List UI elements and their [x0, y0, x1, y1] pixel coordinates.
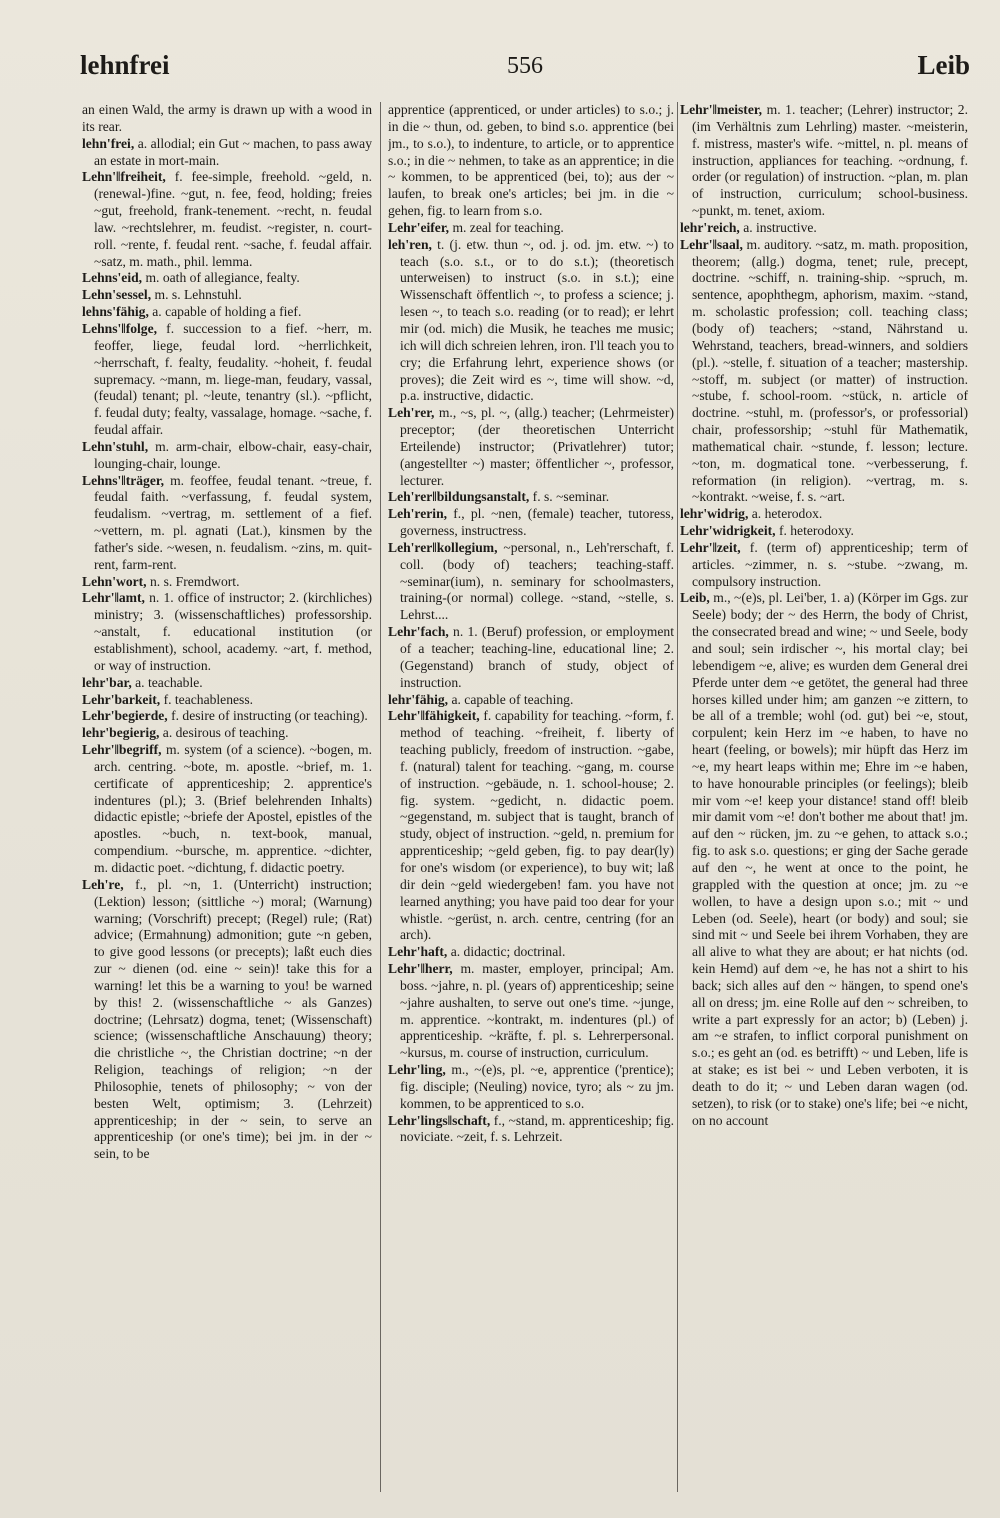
entry-headword: lehr'widrig, [680, 506, 749, 522]
dictionary-entry [388, 540, 674, 624]
entry-headword: Lehn'sessel, [82, 287, 152, 303]
dictionary-entry [82, 102, 372, 136]
entry-headword: Lehr'widrigkeit, [680, 523, 776, 539]
entry-headword: Lehr'ling, [388, 1062, 446, 1078]
entry-definition: a. allodial; ein Gut ~ machen, to pass away an estate in mort-main. [94, 135, 372, 168]
entry-headword: Lehn'‖freiheit, [82, 169, 166, 185]
entry-definition: a. teachable. [135, 674, 203, 690]
dictionary-entry [82, 675, 372, 692]
entry-headword: Lehr'‖amt, [82, 590, 145, 606]
entry-headword: lehr'reich, [680, 219, 740, 235]
header-last-headword: Leib [917, 50, 970, 80]
entry-definition: m. s. Lehnstuhl. [154, 287, 242, 303]
dictionary-entry [680, 506, 968, 523]
column-2 [388, 102, 674, 1502]
page-number: 556 [507, 53, 543, 79]
entry-definition: a. heterodox. [751, 506, 823, 522]
dictionary-entry [388, 405, 674, 489]
dictionary-entry [680, 237, 968, 507]
entry-headword: Lehns'‖folge, [82, 320, 158, 336]
entry-headword: Lehr'‖fähigkeit, [388, 708, 480, 724]
entry-headword: Leh're, [82, 876, 124, 892]
dictionary-entry [388, 944, 674, 961]
entry-headword: Lehr'eifer, [388, 219, 450, 235]
entry-definition: m. auditory. ~satz, m. math. proposition, theorem; (allg.) dogma, tenet; rule, precept, doctrine. ~schiff, n. training-ship. ~spruch, m. sentence, apophthegm, aphorism, maxim. ~stand, m. scholastic profession; coll. teaching class; (body of) teachers; ~stand, Nährstand u. Wehrstand, teachers, bread-winners, and soldiers (pl.). ~stelle, f. situation of a teacher; mastership. ~stoff, m. subject (or matter) of instruction. ~stube, f. school-room. ~stück, n. article of doctrine. ~stuhl, m. (professor's, or professorial) chair, professorship; ~stuhl für Mathematik, mathematical chair. ~stunde, f. lesson; lecture. ~ton, m. dogmatical tone. ~verbesserung, f. reformation (in religion). ~vertrag, m. s. ~kontrakt. ~weise, f. s. ~art. [692, 236, 968, 505]
dictionary-entry [680, 540, 968, 591]
dictionary-entry [82, 473, 372, 574]
column-divider [380, 102, 381, 1492]
dictionary-entry [82, 169, 372, 270]
dictionary-entry [82, 270, 372, 287]
entry-headword: Leh'rer‖bildungsanstalt, [388, 489, 530, 505]
entry-headword: lehr'begierig, [82, 725, 160, 741]
dictionary-entry [680, 220, 968, 237]
entry-definition: f. (term of) apprenticeship; term of articles. ~zimmer, n. s. ~stube. ~zwang, m. compulsory instruction. [692, 539, 968, 589]
dictionary-entry [680, 590, 968, 1129]
entry-headword: Leh'rer‖kollegium, [388, 539, 498, 555]
dictionary-entry [82, 287, 372, 304]
entry-definition: m. oath of allegiance, fealty. [145, 270, 300, 286]
dictionary-entry [680, 523, 968, 540]
page-header [80, 50, 970, 90]
dictionary-entry [82, 304, 372, 321]
entry-definition: f. fee-simple, freehold. ~geld, n. (renewal-)fine. ~gut, n. fee, feod, holding; freies ~gut, freehold, frank-tenement. ~recht, n. feudal law. ~rechtslehrer, m. feudist. ~register, n. court-roll. ~rente, f. feudal rent. ~sache, f. feudal affair. ~satz, m. math., phil. lemma. [94, 169, 372, 269]
entry-headword: Leh'rer, [388, 405, 435, 421]
entry-definition: a. capable of holding a fief. [152, 304, 302, 320]
entry-definition: a. desirous of teaching. [162, 725, 289, 741]
header-first-headword: lehnfrei [80, 50, 170, 80]
dictionary-entry [388, 102, 674, 220]
entry-headword: lehn'frei, [82, 135, 135, 151]
dictionary-entry [388, 220, 674, 237]
entry-definition: f. s. ~seminar. [532, 489, 610, 505]
dictionary-entry [388, 1062, 674, 1113]
entry-definition: m. master, employer, principal; Am. boss. ~jahre, n. pl. (years of) apprenticeship; seine ~jahre aushalten, to serve out one's time. ~junge, m. apprentice. ~kontrakt, m. indentures (pl.) of apprenticeship. ~kräfte, f. pl. s. Lehrerpersonal. ~kursus, m. course of instruction, curriculum. [400, 961, 674, 1061]
entry-definition: a. didactic; doctrinal. [450, 944, 566, 960]
entry-headword: Lehr'fach, [388, 624, 449, 640]
entry-definition: f. heterodoxy. [778, 523, 854, 539]
entry-definition: f. teachableness. [163, 691, 254, 707]
entry-definition: f., ~stand, m. apprenticeship; fig. noviciate. ~zeit, f. s. Lehrzeit. [400, 1112, 674, 1145]
entry-definition: apprentice (apprenticed, or under articles) to s.o.; j. in die ~ thun, od. geben, to bind s.o. apprentice (bei jm., to s.o.), to indenture, to article, or to apprentice s.o.; in die ~ nehmen, to take as an apprentice; in die ~ kommen, to be apprenticed (bei, to); aus der ~ laufen, to break one's articles; bei jm. in die ~ gehen, fig. to learn from s.o. [388, 102, 674, 219]
dictionary-entry [388, 624, 674, 691]
entry-definition: f., pl. ~nen, (female) teacher, tutoress, governess, instructress. [400, 506, 674, 539]
entry-headword: lehr'bar, [82, 674, 132, 690]
entry-definition: m., ~(e)s, pl. Lei'ber, 1. a) (Körper im Ggs. zur Seele) body; der ~ des Herrn, the body of Christ, the consecrated bread and wine; ~ und Seele, body and soul; sein irdischer ~, his mortal clay; bei lebendigem ~e, alive; es wurden dem General drei Pferde unter dem ~e getötet, the general had three horses killed under him; am ganzen ~e zittern, to be all of a tremble; wohl (od. gut) bei ~e, stout, corpulent; kein Herz im ~e haben, to have no heart (feeling, or bowels); mir hüpft das Herz im ~e, my heart leaps within me; Ehre im ~e haben, to have honourable principles (or feelings); bleib mir vom ~e! keep your distance! stand off! bleib mir damit vom ~e! don't bother me about that! jm. auf den ~ rücken, jm. zu ~e gehen, to attack s.o.; fig. to ask s.o. questions; er ging der Sache gerade auf den ~, he went at once to the point, he grappled with the question at once; jm. zu ~e wollen, to have a design upon s.o.; mit ~ und Leben (od. Seele), heart (or body) and soul; sie sind mit ~ und Seele bei ihrem Vorhaben, they are all alive to what they are about; er hat nichts (od. kein Hemd) auf dem ~e, he has not a shirt to his back; sich alles auf den ~ hängen, to spend one's all on dress; jm. eine Rolle auf den ~ schreiben, to write a part expressly for an actor; b) (Leben) j. am ~e strafen, to inflict corporal punishment on s.o.; es geht an (od. es betrifft) ~ und Leben, life is at stake; es ist bei ~ und Leben verboten, it is death to do it; ~ und Leben daran wagen (od. setzen), to risk (or to stake) one's life; bei ~e nicht, on no account [692, 590, 968, 1128]
entry-definition: m. arm-chair, elbow-chair, easy-chair, lounging-chair, lounge. [94, 438, 372, 471]
entry-definition: a. capable of teaching. [451, 691, 574, 707]
entry-headword: lehr'fähig, [388, 691, 449, 707]
dictionary-entry [680, 102, 968, 220]
entry-headword: Lehns'eid, [82, 270, 143, 286]
entry-definition: t. (j. etw. thun ~, od. j. od. jm. etw. ~) to teach (s.o. s.t., or to do s.t.); (theoretisch unterweisen) to instruct (s.o. in s.t.); eine Wissenschaft öffentlich ~, to profess a science; j. lesen ~, to teach s.o. reading (or to read); er lehrt mir (od. mich) die Musik, he teaches me music; ich will dich schreien lehren, iron. I'll teach you to cry; die Erfahrung lehrt, experience shows (or proves); die Zeit wird es ~, time will show. ~d, p.a. instructive, didactic. [400, 236, 674, 404]
entry-definition: m., ~(e)s, pl. ~e, apprentice ('prentice); fig. disciple; (Neuling) novice, tyro; als ~ zu jm. kommen, to be apprenticed to s.o. [400, 1062, 674, 1111]
dictionary-entry [82, 574, 372, 591]
entry-definition: m. feoffee, feudal tenant. ~treue, f. feudal faith. ~verfassung, f. feudal system, feudalism. ~vertrag, m. settlement of a fief. ~vettern, m. pl. agnati (Lat.), kinsmen by the father's side. ~wesen, n. feudalism. ~zins, m. quit-rent, farm-rent. [94, 472, 372, 572]
dictionary-entry [388, 1113, 674, 1147]
dictionary-entry [82, 725, 372, 742]
dictionary-entry [388, 708, 674, 944]
entry-headword: Lehr'begierde, [82, 708, 168, 724]
entry-definition: an einen Wald, the army is drawn up with a wood in its rear. [82, 102, 372, 134]
entry-definition: n. 1. office of instructor; 2. (kirchliches) ministry; 3. (wissenschaftliches) professorship. ~anstalt, f. educational institution (or establishment), school, academy. ~art, f. method, or way of instruction. [94, 590, 372, 673]
entry-definition: n. 1. (Beruf) profession, or employment of a teacher; teaching-line, educational line; 2. (Gegenstand) branch of study, object of instruction. [400, 624, 674, 690]
entry-definition: ~personal, n., Leh'rerschaft, f. coll. (body of) teachers; teaching-staff. ~seminar(ium), n. seminary for schoolmasters, training-(or normal) college. ~stand, ~stelle, s. Lehrst.... [400, 539, 674, 623]
entry-definition: f., pl. ~n, 1. (Unterricht) instruction; (Lektion) lesson; (sittliche ~) moral; (Warnung) warning; (Vorschrift) precept; (Regel) rule; (Rat) advice; (Ermahnung) admonition; gute ~n geben, to give good lessons (or precepts); laßt euch dies zur ~ dienen (od. eine ~ sein)! take this for a warning! let this be a warning to you! be warned by this! 2. (wissenschaftliche ~ als Ganzes) doctrine; (Lehrsatz) dogma, tenet; (Wissenschaft) science; (wissenschaftliche Anschauung) theory; die christliche ~, the Christian doctrine; ~n der Religion, teachings of religion; ~n der Philosophie, tenets of philosophy; ~ von der besten Welt, optimism; 3. (Lehrzeit) apprenticeship; in der ~ sein, to serve an apprenticeship (or one's time); bei jm. in der ~ sein, to be [94, 876, 372, 1162]
dictionary-entry [82, 708, 372, 725]
entry-headword: Lehr'‖saal, [680, 236, 743, 252]
dictionary-entry [82, 136, 372, 170]
entry-headword: leh'ren, [388, 236, 432, 252]
entry-definition: m. zeal for teaching. [452, 219, 564, 235]
entry-headword: Lehr'haft, [388, 944, 448, 960]
column-1 [82, 102, 372, 1502]
dictionary-entry [388, 506, 674, 540]
entry-headword: lehns'fähig, [82, 304, 149, 320]
column-divider [677, 102, 678, 1492]
dictionary-entry [82, 877, 372, 1163]
dictionary-entry [388, 237, 674, 405]
dictionary-entry [82, 590, 372, 674]
dictionary-entry [82, 321, 372, 439]
dictionary-entry [388, 489, 674, 506]
dictionary-entry [82, 742, 372, 877]
entry-headword: Lehr'‖herr, [388, 961, 453, 977]
column-3 [680, 102, 968, 1502]
entry-headword: Leib, [680, 590, 710, 606]
entry-headword: Lehn'wort, [82, 573, 147, 589]
entry-headword: Lehns'‖träger, [82, 472, 165, 488]
entry-headword: Lehr'‖begriff, [82, 742, 162, 758]
entry-headword: Lehn'stuhl, [82, 438, 149, 454]
entry-headword: Lehr'barkeit, [82, 691, 161, 707]
entry-definition: m., ~s, pl. ~, (allg.) teacher; (Lehrmeister) preceptor; (der theoretischen Unterricht Erteilende) instructor; (Privatlehrer) tutor; (angestellter ~) master; öffentlicher ~, professor, lecturer. [400, 405, 674, 488]
dictionary-entry [82, 439, 372, 473]
entry-definition: m. 1. teacher; (Lehrer) instructor; 2. (im Verhältnis zum Lehrling) master. ~meisterin, f. mistress, master's wife. ~mittel, n. pl. means of instruction, appliances for teaching. ~ordnung, f. order (or regulation) of instruction. ~plan, m. plan of instruction, curriculum; school-business. ~punkt, m. tenet, axiom. [692, 102, 968, 219]
dictionary-entry [388, 961, 674, 1062]
entry-definition: f. succession to a fief. ~herr, m. feoffer, liege, feudal lord. ~herrlichkeit, ~herrschaft, f. fealty, feudality. ~hoheit, f. feudal supremacy. ~mann, m. liege-man, feudary, vassal, (feudal) tenant; pl. ~leute, tenantry (sl.). ~pflicht, f. feudal duty; fealty, vassalage, homage. ~sache, f. feudal affair. [94, 320, 372, 438]
entry-headword: Lehr'‖meister, [680, 102, 763, 117]
dictionary-entry [82, 692, 372, 709]
entry-definition: f. capability for teaching. ~form, f. method of teaching. ~freiheit, f. liberty of teaching publicly, freedom of instruction. ~gabe, f. (natural) talent for teaching. ~gang, m. course of instruction. ~gebäude, n. 1. school-house; 2. fig. system. ~gedicht, n. didactic poem. ~gegenstand, m. subject that is taught, branch of study, object of instruction. ~geld, n. premium for apprenticeship; ~geld geben, fig. to pay dear(ly) for one's wisdom (or experience), to buy wit; laß dir dein ~geld wiedergeben! fam. you have not learned anything; you have paid too dear for your whistle. ~gerüst, n. arch. centre, centring (for an arch). [400, 708, 674, 943]
entry-definition: n. s. Fremdwort. [149, 573, 240, 589]
entry-headword: Lehr'‖zeit, [680, 539, 741, 555]
entry-definition: m. system (of a science). ~bogen, m. arch. centring. ~bote, m. apostle. ~brief, m. 1. certificate of apprenticeship; 2. apprentice's indentures (pl.); 3. (Brief belehrenden Inhalts) didactic epistle; ~briefe der Apostel, epistles of the apostles. ~buch, n. text-book, manual, compendium. ~bursche, m. apprentice. ~dichter, m. didactic poet. ~dichtung, f. didactic poetry. [94, 742, 372, 875]
entry-headword: Leh'rerin, [388, 506, 448, 522]
dictionary-entry [388, 692, 674, 709]
entry-headword: Lehr'lings‖schaft, [388, 1112, 491, 1128]
entry-definition: f. desire of instructing (or teaching). [171, 708, 368, 724]
entry-definition: a. instructive. [743, 219, 817, 235]
